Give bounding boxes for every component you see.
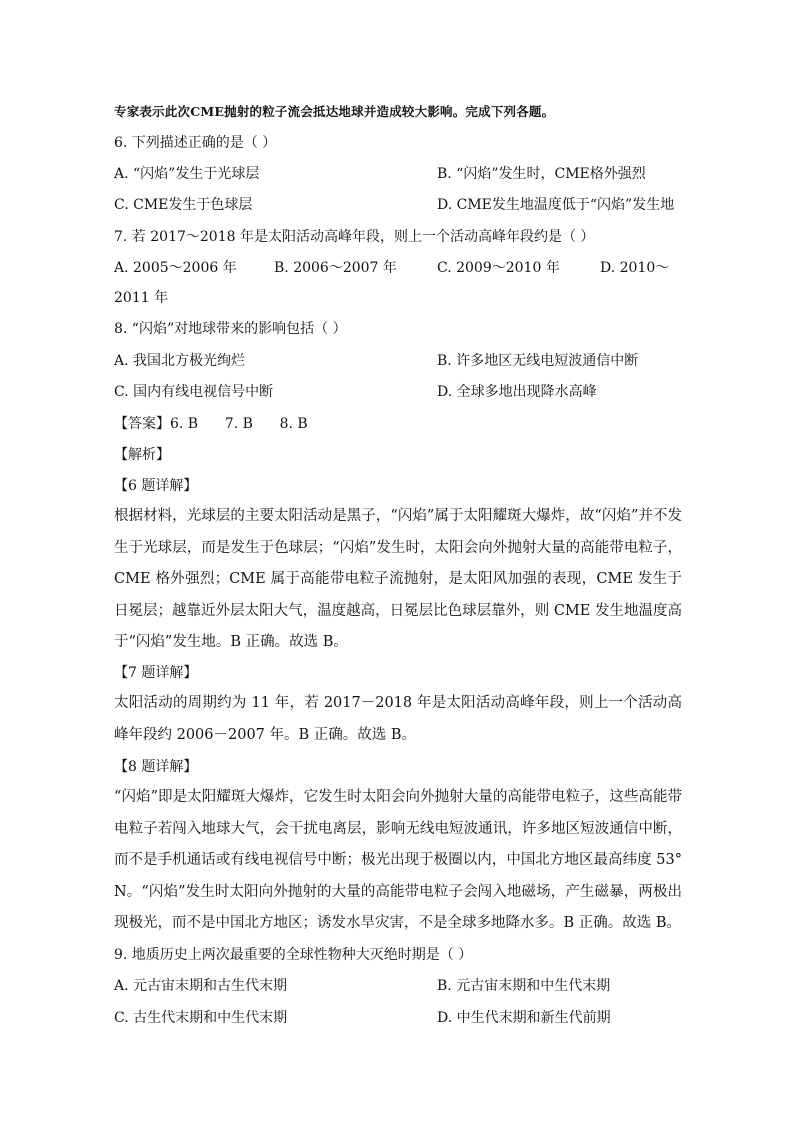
- analysis-heading: 【解析】: [114, 447, 170, 463]
- detail7-paragraph: 太阳活动的周期约为 11 年，若 2017－2018 年是太阳活动高峰年段，则上一个活动高峰年段约 2006－2007 年。B 正确。故选 B。: [114, 695, 682, 743]
- q7-option-b: B. 2006～2007 年: [274, 260, 397, 276]
- q8-option-d: D. 全球多地出现降水高峰: [437, 384, 597, 400]
- detail6-heading: 【6 题详解】: [114, 478, 198, 494]
- q7-option-d: D. 2010～: [600, 260, 670, 276]
- q7-stem: 7. 若 2017～2018 年是太阳活动高峰年段，则上一个活动高峰年段约是（ ）: [114, 229, 595, 245]
- q7-option-a: A. 2005～2006 年: [114, 260, 237, 276]
- q8-stem: 8. “闪焰”对地球带来的影响包括（ ）: [114, 321, 347, 337]
- q9-stem: 9. 地质历史上两次最重要的全球性物种大灭绝时期是（ ）: [114, 947, 473, 963]
- q7-option-d-continued: 2011 年: [114, 290, 169, 306]
- q9-option-b: B. 元古宙末期和中生代末期: [437, 978, 611, 994]
- detail8-paragraph: “闪焰”即是太阳耀斑大爆炸，它发生时太阳会向外抛射大量的高能带电粒子，这些高能带电粒子若闯入地球大气，会干扰电离层，影响无线电短波通讯，许多地区短波通信中断，而不是手机通话或有线电视信号中断；极光出现于极圈以内，中国北方地区最高纬度 53°N。“闪焰”发生时太阳向外抛射的大量的高能带电粒子会闯入地磁场，产生磁暴，两极出现极光，而不是中国北方地区；诱发水旱灾害，不是全球多地降水多。B 正确。故选 B。: [114, 789, 682, 931]
- q6-option-a: A. “闪焰”发生于光球层: [114, 166, 260, 182]
- q9-option-a: A. 元古宙末期和古生代末期: [114, 978, 288, 994]
- q6-option-c: C. CME发生于色球层: [114, 197, 253, 213]
- q6-option-b: B. “闪焰”发生时，CME格外强烈: [437, 166, 646, 182]
- q9-option-c: C. 古生代末期和中生代末期: [114, 1010, 288, 1026]
- detail6-paragraph: 根据材料，光球层的主要太阳活动是黑子，“闪焰”属于太阳耀斑大爆炸，故“闪焰”并不发生于光球层，而是发生于色球层；“闪焰”发生时，太阳会向外抛射大量的高能带电粒子，CME 格外强烈；CME 属于高能带电粒子流抛射，是太阳风加强的表现，CME 发生于日冕层；越靠近外层太阳大气，温度越高，日冕层比色球层靠外，则 CME 发生地温度高于“闪焰”发生地。B 正确。故选 B。: [114, 508, 682, 650]
- detail8-heading: 【8 题详解】: [114, 759, 198, 775]
- q8-option-c: C. 国内有线电视信号中断: [114, 384, 274, 400]
- detail7-heading: 【7 题详解】: [114, 665, 198, 681]
- q9-option-d: D. 中生代末期和新生代前期: [437, 1010, 611, 1026]
- q8-option-a: A. 我国北方极光绚烂: [114, 353, 246, 369]
- q8-option-b: B. 许多地区无线电短波通信中断: [437, 353, 639, 369]
- q7-option-c: C. 2009～2010 年: [437, 260, 560, 276]
- answer-line: 【答案】6. B 7. B 8. B: [114, 416, 308, 432]
- q6-stem: 6. 下列描述正确的是（ ）: [114, 135, 277, 151]
- q6-option-d: D. CME发生地温度低于“闪焰”发生地: [437, 197, 675, 213]
- intro-text: 专家表示此次CME抛射的粒子流会抵达地球并造成较大影响。完成下列各题。: [114, 104, 555, 119]
